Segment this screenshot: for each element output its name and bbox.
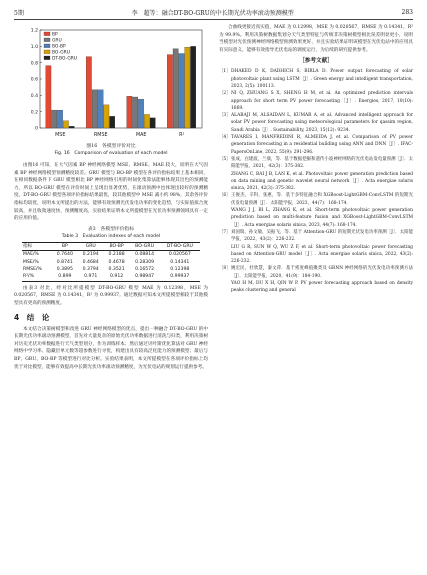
page-number: 283 — [401, 8, 413, 16]
y-tick-label: 0.4 — [30, 93, 38, 99]
table-header-cell: BO-GRU — [130, 242, 160, 250]
bar — [190, 46, 195, 128]
reference-item — [219, 156, 413, 171]
bar — [173, 49, 178, 128]
reference-number: ［6］ — [219, 193, 231, 199]
bar — [86, 57, 91, 128]
bar — [150, 118, 155, 128]
reference-number — [219, 171, 231, 193]
section-heading-conclusion: 4 结 论 — [14, 312, 50, 322]
x-tick-label: MSE — [55, 133, 66, 138]
legend-label: BP — [52, 32, 58, 38]
table-cell: 0.4678 — [108, 259, 125, 265]
table-cell: 0.2194 — [82, 252, 99, 258]
reference-text: 姚宏民，杜欣慧，秦文萍．基于密度峰值聚类及 GRNN 神经网络的光伏发电功率预测方法［J］．太阳能学报，2020，41(9)：184-190． — [231, 266, 413, 279]
y-tick-label: 1.0 — [30, 44, 38, 50]
right-column — [219, 24, 413, 295]
reference-text: YAO H M, DU X H, QIN W P. PV power forecasting approach based on density peaks clustering and general — [231, 280, 413, 294]
y-tick-label: 0.6 — [30, 77, 38, 83]
table-row — [22, 266, 200, 273]
bar — [179, 54, 184, 128]
body-paragraph: 合曲线更接近真实值，MAE 为 0.12998，MSE 为 0.020567，RMSE 为 0.14341，R² 为 99.9%。利用决策树数据集划分天气类型特征与传统非决策树模型相比误差明显更小，说明当模型对光伏预测神经网络模型预测效果更好，并且实验结果证明该模型在光伏电站中的应用具有实际意义，能够有效指导光伏电站的调度运行，为后续的研究提供参考。 — [219, 25, 413, 53]
reference-number: ［8］ — [219, 266, 231, 272]
table-cell: RMSE/% — [23, 266, 42, 272]
table-row — [22, 273, 200, 281]
legend-label: BO-GRU — [52, 50, 70, 56]
table-cell: 0.899 — [52, 273, 78, 281]
table-row — [22, 259, 200, 266]
reference-item — [219, 244, 413, 266]
table-cell: 0.3794 — [82, 266, 99, 272]
table-cell: 0.020567 — [168, 252, 191, 258]
y-tick-label: 0 — [35, 126, 38, 132]
legend-swatch — [44, 44, 50, 48]
x-tick-label: MAE — [136, 133, 147, 138]
table-cell: 0.12398 — [170, 266, 190, 272]
reference-text: 刘国瑞，孙文敏，吴振飞，等．基于 Attention-GRU 的短期光伏发电功率预测［J］．太阳能学报，2022，43(2)：226-232． — [231, 229, 413, 243]
table-cell: 0.2188 — [108, 252, 125, 258]
bar — [63, 121, 68, 128]
issue-label: 5期 — [14, 9, 24, 17]
reference-item — [219, 280, 413, 295]
references-heading: ［参考文献］ — [299, 58, 333, 65]
figure-16-chart — [14, 24, 208, 142]
y-tick-label: 0.2 — [30, 110, 38, 116]
left-column — [14, 24, 208, 371]
table-cell: 0.912 — [104, 273, 130, 281]
reference-item — [219, 265, 413, 280]
table-cell: 0.99937 — [160, 273, 200, 281]
table-cell: 0.8741 — [56, 259, 73, 265]
table-cell: 0.3521 — [108, 266, 125, 272]
legend-swatch — [44, 56, 50, 60]
body-paragraph: 由图16 可知，在大气因素 BP 神经网络模型 MSE、RMSE、MAE 较大，说明在大气因素 BP 神经网络模型预测精度较差。GRU 模型与 BO-BP 模型在各评价指标结果上基本相同，在相同数据条件下 GRU 模型相比 BP 神经网络引用的时间化集算法能够体现其出色的预测能力，所以 BO-GRU 模型在评价时间上呈现出显著优势，在滚动预测中也体现出较好的预测精度。DT-BO-GRU 模型各项评价指标结果最优，较其他模型中 MSE 减小约 98%，其余各评价指标均较优，说明本文所提出的方法，能够有效预测光伏发电功率的变化趋势，与实际值拟合度较高，并且收敛速度快，预测精度高，实验结果证明本文所提模型在光伏功率预测领域具有一定的应用价值。 — [14, 163, 208, 222]
reference-item — [219, 90, 413, 112]
bar — [144, 114, 149, 128]
reference-number: ［1］ — [219, 69, 231, 75]
bar — [133, 97, 138, 128]
reference-number: ［5］ — [219, 156, 231, 162]
bar — [167, 55, 172, 128]
table-caption-en: Table 3 Evaluation indexes of each model — [61, 233, 161, 239]
table-cell: 0.4684 — [82, 259, 99, 265]
table-cell: 0.98947 — [130, 273, 160, 281]
bar — [127, 96, 132, 128]
legend-swatch — [44, 32, 50, 36]
table-header-cell: DT-BO-GRU — [160, 242, 200, 250]
table-cell: 0.3895 — [56, 266, 73, 272]
y-tick-label: 0.8 — [30, 61, 38, 67]
table-cell: MAE/% — [23, 252, 39, 258]
reference-text: 张成，白建波，兰康，等．基于数据挖掘和遗传小波神经网络的光伏电站发电量预测［J］．太阳能学报，2021，42(3)：375-382． — [231, 156, 413, 170]
reference-text: ALABAJI M, ALSAIDAN L, KUMAR A, et al. Advanced intelligent approach for solar PV power forecasting using meteorological parameters for qassim region, Saudi Arabia［J］. Sustainability, 2023, 15(12): 9234. — [231, 113, 413, 133]
bar — [57, 110, 62, 128]
reference-item — [219, 68, 413, 90]
legend-label: BO-BP — [52, 44, 66, 50]
body-paragraph: 由表3 对比，经对比所提模型 DT-BO-GRU 模型 MAE 为 0.12398，MSE 为 0.020567，RMSE 为 0.14341，R² 为 0.99937。通过数据可知本文所提模型相较于其他模型具有更高的预测精度。 — [14, 285, 208, 306]
table-cell: 0.971 — [78, 273, 104, 281]
table-cell: R²/% — [22, 273, 52, 281]
table-cell: 0.16572 — [135, 266, 155, 272]
reference-text: 王俊杰，辛科，张惠，等．基于多特征融合和 XGBoost-LightGBM-ConvLSTM 的短期光伏发电量预测［J］．太阳能学报，2023，44(7)：168-174． — [231, 193, 413, 206]
table-header-cell: 指标 — [22, 242, 52, 250]
table-cell: 0.08814 — [135, 252, 155, 258]
x-tick-label: RMSE — [93, 133, 108, 138]
bar — [69, 126, 74, 128]
table-cell: MSE/% — [23, 259, 39, 265]
legend-label: GRU — [52, 38, 62, 44]
reference-item — [219, 134, 413, 156]
figure-caption-cn: 图16 各模型评价对比 — [86, 144, 136, 149]
reference-number: ［4］ — [219, 135, 231, 141]
table-cell: 0.14341 — [170, 259, 190, 265]
bar — [52, 110, 57, 128]
reference-list — [219, 68, 413, 294]
table-header-cell: BP — [52, 242, 78, 250]
reference-item — [219, 229, 413, 244]
table-cell: 0.7640 — [56, 252, 73, 258]
y-tick-label: 1.2 — [30, 28, 38, 34]
legend-label: DT-BO-GRU — [52, 56, 78, 62]
reference-text: DHAKED D K, DADHICH S, BIRLA D. Power output forecasting of solar photovoltaic plant using LSTM［J］. Green energy and intelligent transportation, 2023, 2(5): 100113. — [231, 69, 413, 89]
table-cell: 0.28309 — [135, 259, 155, 265]
reference-item — [219, 192, 413, 207]
table-header-cell: BO-BP — [104, 242, 130, 250]
conclusion-paragraph: 本文结合决策树模型和改进 GRU 神经网络模型的优点，提出一种融合 DT-BO-GRU 的中长期光伏功率滚动预测模型，首先对大量复杂的原始光伏功率数据进行清洗与归类，利用决策树对历史光伏功率数据进行天气类型划分，作为训练样本；然后通过贝叶斯优化算法对 GRU 神经网络中学习率、隐藏层单元数等超参数进行寻优，构建出具有较高泛化能力的预测模型；最后与 BP、GRU、BO-BP 等模型进行对比分析。实验结果表明，本文所提模型在各项评价指标上均优于对比模型，能够有效提高中长期光伏功率滚动预测精度，为光伏电站的规划运行提供参考。 — [14, 326, 208, 370]
figure-caption-en: Fig. 16 Comparison of evaluation of each model — [54, 151, 168, 156]
page-header — [14, 6, 413, 18]
reference-item — [219, 171, 413, 193]
bar — [138, 99, 143, 128]
legend-swatch — [44, 50, 50, 54]
bar — [92, 90, 97, 128]
evaluation-table — [22, 242, 200, 282]
reference-number — [219, 244, 231, 266]
reference-item — [219, 207, 413, 229]
reference-number: ［2］ — [219, 91, 231, 97]
table-row — [22, 251, 200, 259]
x-tick-label: R² — [179, 133, 185, 138]
reference-text: WANG J J, BI L, ZHANG K, et al. Short-term photovoltaic power generation prediction based on multi-feature fusion and XGBoost-LightGBM-ConvLSTM［J］. Acta energiae solaris sinica, 2023, 44(7): 168-174. — [231, 208, 413, 228]
reference-text: NI Q, ZHUANG S X, SHENG H M, et al. An optimized prediction intervals approach for short term PV power forecasting［J］. Energies, 2017, 10(10): 1669. — [231, 91, 413, 111]
bar — [98, 90, 103, 128]
reference-number: ［7］ — [219, 229, 231, 235]
reference-number: ［3］ — [219, 113, 231, 119]
bar — [185, 47, 190, 128]
bar — [109, 116, 114, 128]
bar-chart — [14, 24, 208, 142]
reference-text: TAVARES I, MANFREDINI R, ALMEIDA J, et al. Comparison of PV power generation forecasting in a residential building using ANN and DNN［J］. IFAC-PapersOnLine, 2022, 55(9): 291-296. — [231, 135, 413, 155]
reference-number — [219, 207, 231, 229]
bar — [46, 66, 51, 128]
reference-item — [219, 112, 413, 134]
table-caption-cn: 表3 各模型评价指标 — [87, 226, 135, 232]
reference-number — [219, 280, 231, 295]
bar — [104, 105, 109, 128]
reference-text: ZHANG C, BAI J B, LAN K, et al. Photovoltaic power generation prediction based on data mining and genetic wavelet neural network［J］. Acta energiae solaris sinica, 2021, 42(3): 375-382. — [231, 171, 413, 192]
legend-swatch — [44, 38, 50, 42]
table-header-row — [22, 242, 200, 250]
header-rule — [14, 19, 413, 20]
reference-text: LIU G R, SUN W Q, WU Z F, et al. Short-term photovoltaic power forecasting based on Attention-GRU model［J］. Acta energiae solaris sinica, 2022, 43(2): 226-232. — [231, 244, 413, 265]
table-header-cell: GRU — [78, 242, 104, 250]
running-title: 李 超等：融合DT-BO-GRU的中长期光伏功率滚动预测模型 — [131, 9, 294, 17]
